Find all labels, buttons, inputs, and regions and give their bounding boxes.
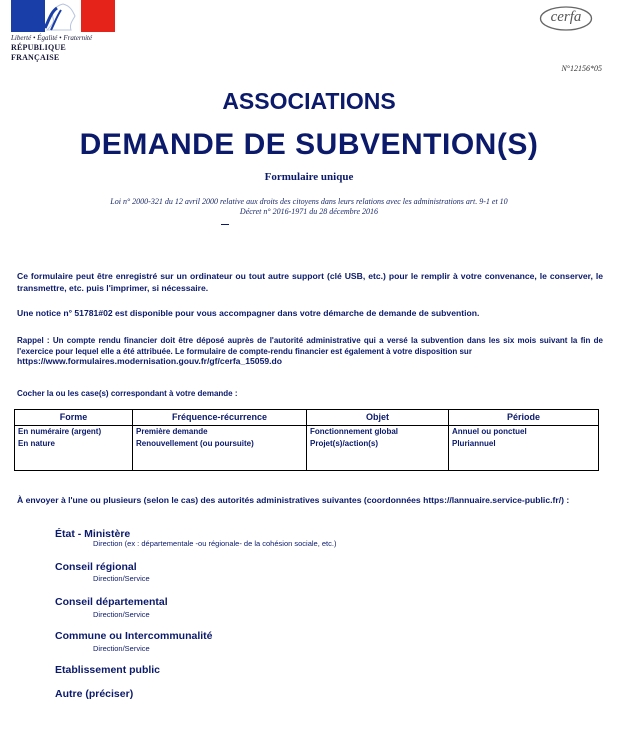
column-periode	[449, 410, 598, 470]
option-checkbox[interactable]: Pluriannuel	[452, 439, 496, 448]
authority-region-checkbox[interactable]: Conseil régional	[55, 561, 137, 573]
page-title-associations: ASSOCIATIONS	[222, 88, 396, 114]
column-forme	[15, 410, 133, 470]
column-header: Période	[449, 410, 598, 426]
intro-paragraph-reminder: Rappel : Un compte rendu financier doit être déposé auprès de l'autorité administrative qui a versé la subvention dans les six mois suivant la fin de l'exercice pour lequel elle a été attribuée. Le formulaire de compte-rendu financier est également à votre disposition sur	[17, 336, 603, 356]
cerfa-logo-text: cerfa	[550, 9, 582, 25]
option-checkbox[interactable]: Renouvellement (ou poursuite)	[136, 439, 254, 448]
option-checkbox[interactable]: Projet(s)/action(s)	[310, 439, 379, 448]
authorities-instruction: À envoyer à l'une ou plusieurs (selon le cas) des autorités administratives suivantes (coordonnées https://lannuaire.service-public.fr/) :	[17, 495, 570, 505]
intro-paragraph-notice: Une notice n° 51781#02 est disponible pour vous accompagner dans votre démarche de demande de subvention.	[17, 308, 480, 318]
authority-detail: Direction/Service	[93, 610, 150, 619]
authority-departement-checkbox[interactable]: Conseil départemental	[55, 596, 168, 608]
decree-reference: Décret n° 2016-1971 du 28 décembre 2016	[239, 207, 379, 216]
law-reference: Loi n° 2000-321 du 12 avril 2000 relative aux droits des citoyens dans leurs relations avec les administrations art. 9-1 et 10	[110, 197, 508, 206]
option-checkbox[interactable]: Première demande	[136, 427, 208, 436]
option-checkbox[interactable]: En nature	[18, 439, 55, 448]
authority-detail: Direction/Service	[93, 574, 150, 583]
request-type-table	[14, 409, 599, 471]
column-header: Objet	[307, 410, 448, 426]
republique-francaise-logo	[11, 0, 115, 63]
column-header: Fréquence-récurrence	[133, 410, 306, 426]
authority-autre-checkbox[interactable]: Autre (préciser)	[55, 688, 134, 700]
republic-motto: Liberté • Égalité • Fraternité	[11, 34, 93, 42]
compte-rendu-link[interactable]: https://www.formulaires.modernisation.gouv.fr/gf/cerfa_15059.do	[17, 356, 283, 366]
marianne-flag-emblem	[11, 0, 115, 32]
cerfa-logo	[539, 6, 593, 31]
option-checkbox[interactable]: Annuel ou ponctuel	[452, 427, 527, 436]
option-checkbox[interactable]: En numéraire (argent)	[18, 427, 102, 436]
authority-etablissement-checkbox[interactable]: Etablissement public	[55, 664, 161, 676]
republic-name: RÉPUBLIQUE FRANÇAISE	[11, 43, 66, 62]
authority-commune-checkbox[interactable]: Commune ou Intercommunalité	[55, 630, 213, 642]
divider-underscore	[221, 224, 229, 225]
column-frequence	[133, 410, 307, 470]
column-header: Forme	[15, 410, 132, 426]
table-instruction: Cocher la ou les case(s) correspondant à votre demande :	[17, 389, 238, 398]
page-subtitle: Formulaire unique	[264, 171, 354, 183]
authority-etat-checkbox[interactable]: État - Ministère	[55, 528, 131, 540]
page-title-subvention: DEMANDE DE SUBVENTION(S)	[79, 128, 539, 161]
authority-detail: Direction/Service	[93, 644, 150, 653]
form-number: N°12156*05	[561, 64, 602, 73]
column-objet	[307, 410, 449, 470]
option-checkbox[interactable]: Fonctionnement global	[310, 427, 398, 436]
authority-detail: Direction (ex : départementale -ou régionale- de la cohésion sociale, etc.)	[93, 539, 337, 548]
intro-paragraph-save: Ce formulaire peut être enregistré sur un ordinateur ou tout autre support (clé USB, etc.) pour le remplir à votre convenance, le conserver, le transmettre, etc. puis l'imprimer, si nécessaire.	[17, 271, 603, 293]
